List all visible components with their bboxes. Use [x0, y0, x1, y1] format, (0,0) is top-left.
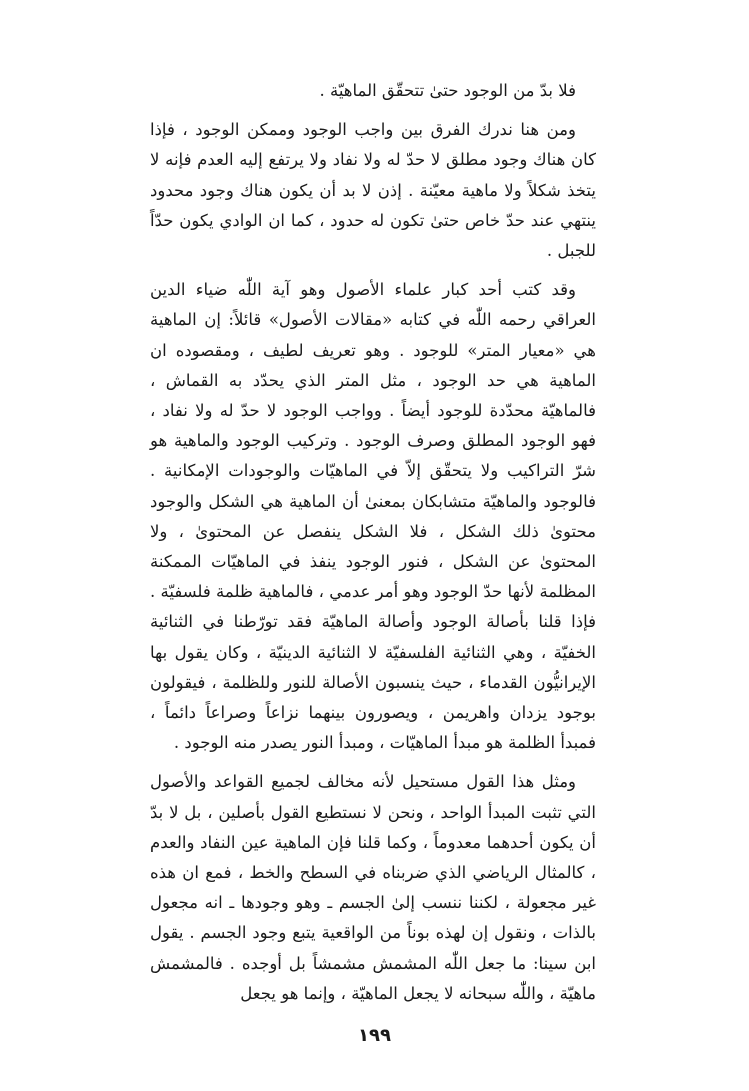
paragraph-3: وقد كتب أحد كبار علماء الأصول وهو آية اللّٰه ضياء الدين العراقي رحمه اللّٰه في كتابه «مقالات الأصول» قائلاً: إن الماهية هي «معيار المتر» للوجود . وهو تعريف لطيف ، ومقصوده ان الماهية هي حد الوجود ، مثل المتر الذي يحدّد به القماش ، فالماهيّة محدّدة للوجود أيضاً . وواجب الوجود لا حدّ له ولا نفاد ، فهو الوجود المطلق وصرف الوجود . وتركيب الوجود والماهية هو شرّ التراكيب ولا يتحقّق إلاّ في الماهيّات والوجودات الإمكانية . فالوجود والماهيّة متشابكان بمعنىٰ أن الماهية هي الشكل والوجود محتوىٰ ذلك الشكل ، فلا الشكل ينفصل عن المحتوىٰ ، ولا المحتوىٰ عن الشكل ، فنور الوجود ينفذ في الماهيّات الممكنة المظلمة لأنها حدّ الوجود وهو أمر عدمي ، فالماهية ظلمة فلسفيّة . فإذا قلنا بأصالة الوجود وأصالة الماهيّة فقد تورّطنا في الثنائية الخفيّة ، وهي الثنائية الفلسفيّة لا الثنائية الدينيّة ، وكان يقول بها الإيرانيُّون القدماء ، حيث ينسبون الأصالة للنور وللظلمة ، فيقولون بوجود يزدان واهريمن ، ويصورون بينهما نزاعاً وصراعاً دائماً ، فمبدأ الظلمة هو مبدأ الماهيّات ، ومبدأ النور يصدر منه الوجود .: [150, 280, 596, 753]
paragraph-4: ومثل هذا القول مستحيل لأنه مخالف لجميع القواعد والأصول التي تثبت المبدأ الواحد ، ونحن لا نستطيع القول بأصلين ، بل لا بدّ أن يكون أحدهما معدوماً ، وكما قلنا فإن الماهية عين النفاد والعدم ، كالمثال الرياضي الذي ضربناه في السطح والخط ، فمع ان هذه غير مجعولة ، لكننا ننسب إلىٰ الجسم ـ وهو وجودها ـ انه مجعول بالذات ، ونقول إن لهذه بوناً من الواقعية يتبع وجود الجسم . يقول ابن سينا: ما جعل اللّٰه المشمش مشمشاً بل أوجده . فالمشمش ماهيّة ، واللّٰه سبحانه لا يجعل الماهيّة ، وإنما هو يجعل: [150, 772, 596, 1003]
paragraph-1: فلا بدّ من الوجود حتىٰ تتحقّق الماهيّة .: [319, 81, 576, 100]
body-text: [150, 76, 596, 1009]
paragraph-2: ومن هنا ندرك الفرق بين واجب الوجود وممكن الوجود ، فإذا كان هناك وجود مطلق لا حدّ له ولا نفاد ولا يرتفع إليه العدم فإنه لا يتخذ شكلاً ولا ماهية معيّنة . إذن لا بد أن يكون هناك وجود محدود ينتهي عند حدّ خاص حتىٰ تكون له حدود ، كما ان الوادي يكون حدّاً للجبل .: [150, 120, 596, 261]
page-number: ١٩٩: [358, 1025, 391, 1046]
